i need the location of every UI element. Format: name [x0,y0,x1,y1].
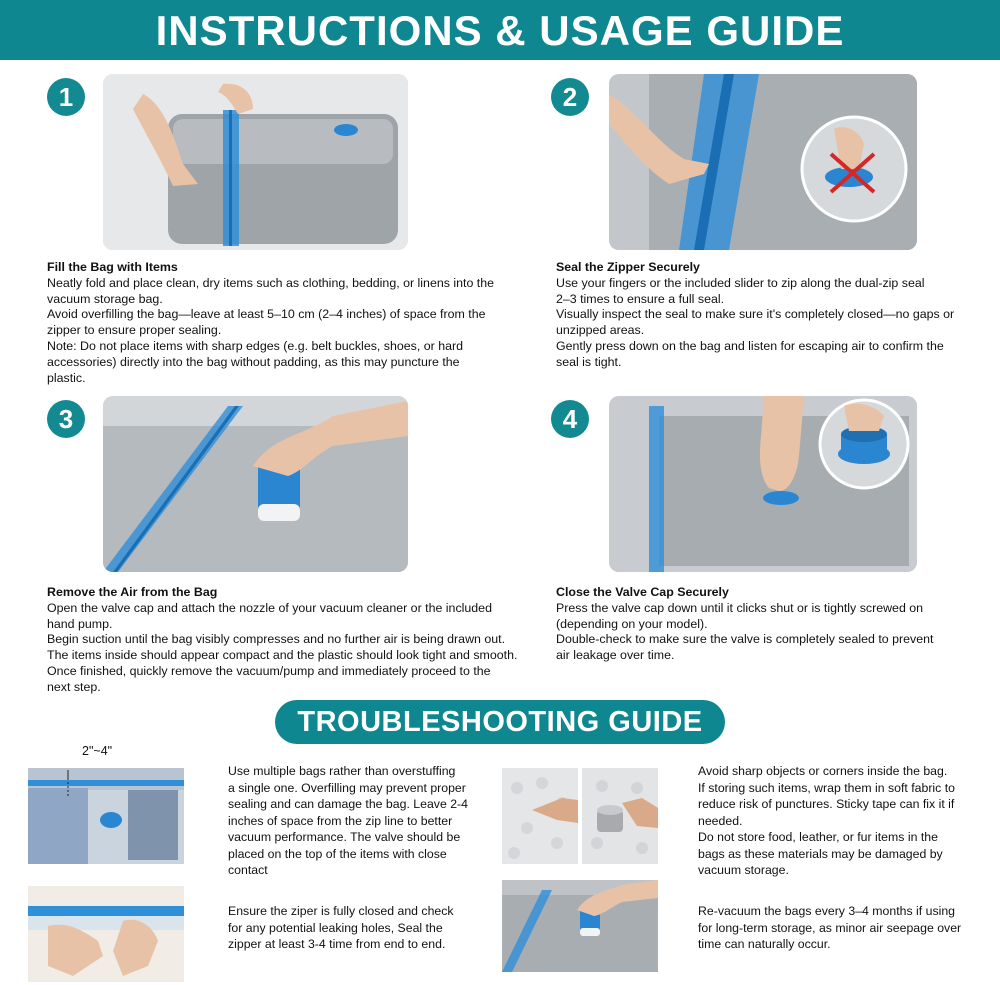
tip-line: for any potential leaking holes, Seal the [228,920,443,935]
step-1-line: Avoid overfilling the bag—leave at least 5–10 cm (2–4 inches) of space from the [47,307,486,322]
tip-line: time can naturally occur. [698,937,831,951]
step-1-line: Note: Do not place items with sharp edges (e.g. belt buckles, shoes, or hard [47,338,463,353]
tip-line: a single one. Overfilling may prevent proper [228,780,466,795]
step-1-text [47,260,507,386]
step-2-photo [609,74,917,250]
step-4-text [556,585,976,664]
tip-line: for long-term storage, as minor air seepage over [698,920,962,935]
page-title: INSTRUCTIONS & USAGE GUIDE [0,0,1000,60]
sharp-object-photo-right [582,768,658,864]
step-2-line: seal is tight. [556,354,622,369]
tip-line: inches of space from the zip line to better [228,813,453,828]
step-3-title: Remove the Air from the Bag [47,585,218,599]
tip-line: reduce risk of punctures. Sticky tape can fix it if [698,797,955,811]
step-2-line: Use your fingers or the included slider to zip along the dual-zip seal [556,275,925,290]
sharp-object-photo-left [502,768,578,864]
tip-line: zipper at least 3-4 time from end to end. [228,937,446,951]
step-3-line: Open the valve cap and attach the nozzle of your vacuum cleaner or the included [47,600,492,615]
tip-line: If storing such items, wrap them in soft fabric to [698,780,955,795]
tip-line: vacuum storage. [698,863,789,877]
tip-line: Use multiple bags rather than overstuffing [228,764,456,778]
troubleshooting-title: TROUBLESHOOTING GUIDE [275,700,725,744]
step-number-3: 3 [47,400,85,438]
tip-line: bags as these materials may be damaged by [698,846,943,861]
dimension-label: 2"~4" [82,744,113,758]
tip-line: placed on the top of the items with close [228,846,447,861]
step-2-line: unzipped areas. [556,323,645,338]
step-number-2: 2 [551,78,589,116]
tip-line: needed. [698,813,743,828]
tip-sharp-objects-text [698,763,988,879]
tip-line: vacuum performance. The valve should be [228,830,461,844]
step-1-line: Neatly fold and place clean, dry items such as clothing, bedding, or linens into the [47,275,495,290]
tip-overfill-text [228,763,488,879]
step-4-line: Press the valve cap down until it clicks shut or is tightly screwed on [556,600,924,615]
revacuum-photo [502,880,658,972]
step-1-photo [103,74,408,250]
tip-line: Re-vacuum the bags every 3–4 months if using [698,904,956,918]
step-4-photo [609,396,917,572]
step-3-line: The items inside should appear compact and the plastic should look tight and smooth. [47,648,518,663]
step-2-line: 2–3 times to ensure a full seal. [556,291,725,306]
step-3-line: Begin suction until the bag visibly compresses and no further air is being drawn out. [47,632,506,647]
step-2-line: Gently press down on the bag and listen for escaping air to confirm the [556,338,944,353]
step-1-title: Fill the Bag with Items [47,260,178,274]
step-2-title: Seal the Zipper Securely [556,260,700,274]
step-1-line: zipper to ensure proper sealing. [47,323,222,338]
tip-line: Ensure the ziper is fully closed and check [228,904,454,918]
step-4-line: air leakage over time. [556,648,675,663]
zipper-check-photo [28,886,184,982]
step-number-1: 1 [47,78,85,116]
step-3-photo [103,396,408,572]
tip-line: Avoid sharp objects or corners inside the bag. [698,764,948,778]
step-1-line: accessories) directly into the bag without padding, as this may puncture the [47,354,460,369]
step-2-text [556,260,976,371]
step-3-line: next step. [47,679,101,694]
tip-line: contact [228,863,268,877]
step-2-line: Visually inspect the seal to make sure it's completely closed—no gaps or [556,307,955,322]
tip-line: sealing and can damage the bag. Leave 2-4 [228,797,468,811]
step-3-text [47,585,527,696]
step-1-line: plastic. [47,370,86,385]
step-4-line: Double-check to make sure the valve is completely sealed to prevent [556,632,934,647]
step-4-title: Close the Valve Cap Securely [556,585,729,599]
step-4-line: (depending on your model). [556,616,708,631]
tip-revacuum-text [698,903,988,953]
step-3-line: Once finished, quickly remove the vacuum/pump and immediately proceed to the [47,663,491,678]
overfill-photo [28,768,184,864]
step-1-line: vacuum storage bag. [47,291,163,306]
step-3-line: hand pump. [47,616,113,631]
tip-zipper-text [228,903,488,953]
step-number-4: 4 [551,400,589,438]
tip-line: Do not store food, leather, or fur items in the [698,830,938,844]
